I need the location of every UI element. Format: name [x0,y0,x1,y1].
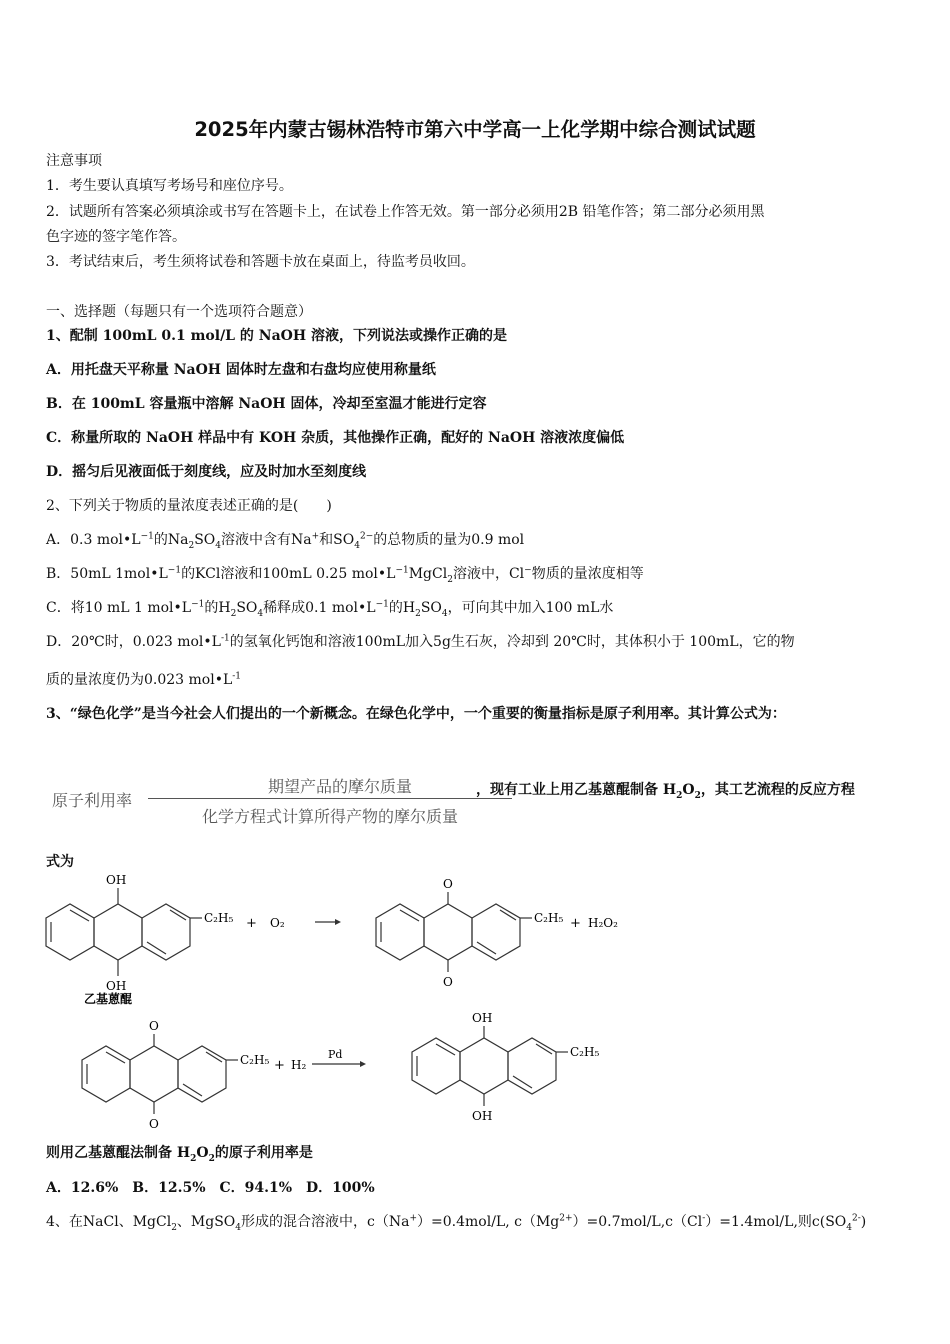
q2-option-d-cont: 质的量浓度仍为0.023 $mol•L^{-1}$ [46,671,242,688]
ethyl-label: C₂H₅ [570,1045,600,1059]
q3-stem: 3、“绿色化学”是当今社会人们提出的一个新概念。在绿色化学中，一个重要的衡量指标是原子利用率。其计算公式为： [46,706,786,722]
ethylanthraquinone-structure [82,1019,269,1130]
arrowhead [360,1061,366,1067]
q3-ask: 则用乙基蒽醌法制备 $H_2O_2$的原子利用率是 [46,1145,313,1164]
notice-title: 注意事项 [46,153,102,169]
plus-sign: + [570,916,581,931]
o-label: O [149,1019,159,1033]
q2-stem: 2、下列关于物质的量浓度表述正确的是( ) [46,498,332,514]
o-label: O [443,975,453,989]
o2-label: O₂ [270,916,285,930]
q1-option-d: D．摇匀后见液面低于刻度线，应及时加水至刻度线 [46,464,367,480]
plus-sign: + [246,916,257,931]
q3-options: A．12.6% B．12.5% C．94.1% D．100% [46,1180,375,1196]
q1-option-a: A．用托盘天平称量 NaOH 固体时左盘和右盘均应使用称量纸 [46,362,436,378]
notice-item: 1．考生要认真填写考场号和座位序号。 [46,178,293,194]
formula-label: 原子利用率 [52,791,133,810]
oh-label: OH [472,1011,493,1025]
oh-label: OH [106,873,127,887]
reaction-scheme [0,870,950,1130]
o-label: O [443,877,453,891]
fraction-bar [148,798,512,799]
o-label: O [149,1117,159,1130]
notice-item: 3．考试结束后，考生须将试卷和答题卡放在桌面上，待监考员收回。 [46,254,475,270]
compound-caption: 乙基蒽醌 [84,992,133,1006]
q1-stem: 1、配制 100mL 0.1 mol/L 的 NaOH 溶液，下列说法或操作正确的是 [46,328,507,344]
oh-label: OH [472,1109,493,1123]
ethylanthraquinone-structure [376,877,563,989]
notice-item: 色字迹的签字笔作答。 [46,229,186,245]
arrowhead [335,919,341,925]
q1-option-b: B．在 100mL 容量瓶中溶解 NaOH 固体，冷却至室温才能进行定容 [46,396,487,412]
q3-stem-cont: ，现有工业上用乙基蒽醌制备 $H_2O_2$，其工艺流程的反应方程 [476,782,855,801]
catalyst-label: Pd [328,1048,343,1061]
q3-stem-cont2: 式为 [46,854,74,870]
plus-sign: + [274,1058,285,1073]
ethylanthrahydroquinone-structure [46,873,233,993]
formula-numerator: 期望产品的摩尔质量 [267,777,412,796]
ethyl-label: C₂H₅ [240,1053,270,1067]
q1-option-c: C．称量所取的 NaOH 样品中有 KOH 杂质，其他操作正确，配好的 NaOH 溶液浓度偏低 [46,430,625,446]
ethylanthrahydroquinone-structure [412,1011,599,1123]
formula-denominator: 化学方程式计算所得产物的摩尔质量 [201,807,458,826]
notice-item: 2．试题所有答案必须填涂或书写在答题卡上，在试卷上作答无效。第一部分必须用2B 铅笔作答；第二部分必须用黑 [46,204,765,220]
page-title: 2025年内蒙古锡林浩特市第六中学高一上化学期中综合测试试题 [194,118,756,141]
q2-option-d: D．20℃时，0.023 $mol•L^{-1}$的氢氧化钙饱和溶液100mL加入5g生石灰，冷却到 20℃时，其体积小于 100mL，它的物 [46,633,795,650]
q2-option-a: A．0.3 $mol•L^{-1}$的$Na_2SO_4$溶液中含有Na+和$SO_4^{2-}$的总物质的量为0.9 mol [46,531,525,551]
ethyl-label: C₂H₅ [534,911,564,925]
section-heading: 一、选择题（每题只有一个选项符合题意） [46,304,312,320]
q2-option-b: B．50mL $1mol•L^{-1}$的KCl溶液和100mL 0.25 $mol•L^{-1}MgCl_2$溶液中，Cl−物质的量浓度相等 [46,565,644,585]
ethyl-label: C₂H₅ [204,911,234,925]
h2o2-label: H₂O₂ [588,916,618,930]
h2-label: H₂ [291,1058,307,1072]
q2-option-c: C．将10 mL 1 $mol•L^{-1}$的$H_2SO_4$稀释成0.1 $mol•L^{-1}$的$H_2SO_4$，可向其中加入100 mL水 [46,599,614,619]
oh-label: OH [106,979,127,993]
q4-stem: 4、在NaCl、MgCl$_2$、MgSO$_4$形成的混合溶液中，c（Na+）=0.4mol/L, $c(Mg^{2+})=0.7mol/L,c(Cl^-)=1.4mol/L$,则$c(SO_4^{2-})$ [46,1213,867,1233]
